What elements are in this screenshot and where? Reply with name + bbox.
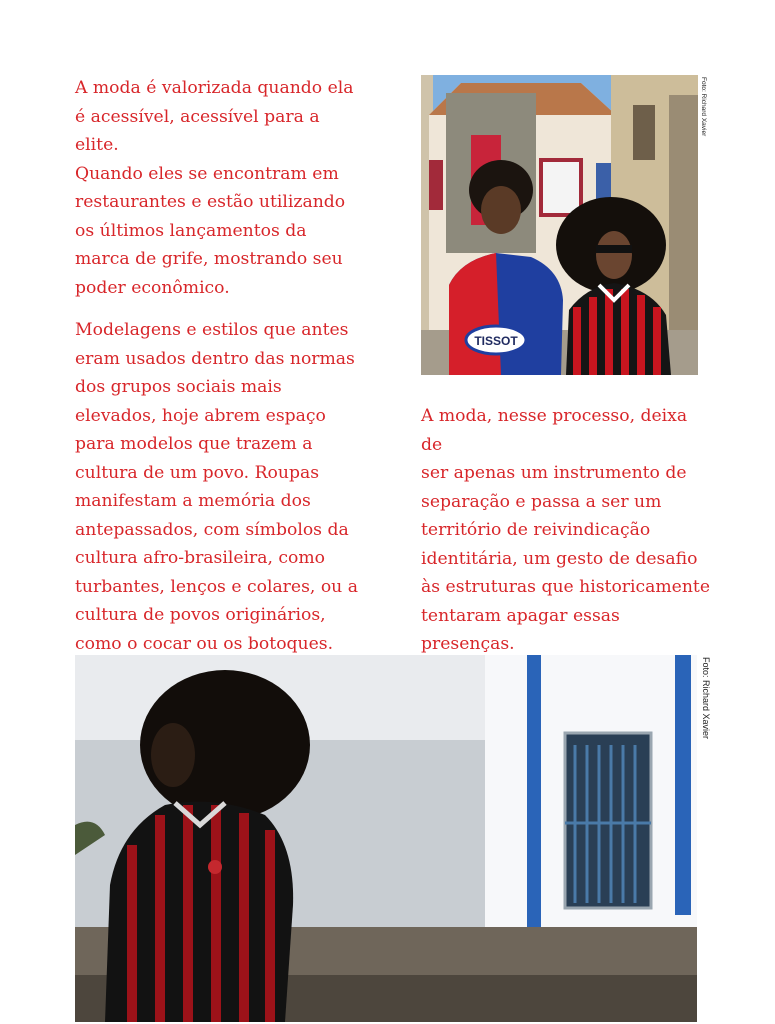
left-text-column: [75, 74, 367, 658]
body-paragraph: A moda, nesse processo, deixa de ser apenas um instrumento de separação e passa a ser um território de reivindicação identitária, um gesto de desafio às estruturas que historicamente tentaram apagar essas presenças.: [421, 406, 710, 654]
photo-two-models-illustration: [421, 75, 698, 375]
body-paragraph: A moda é valorizada quando ela é acessível, acessível para a elite. Quando eles se encontram em restaurantes e estão utilizando os últimos lançamentos da marca de grife, mostrando seu poder econômico.: [75, 78, 354, 298]
jersey-sponsor-label: TISSOT: [474, 334, 518, 348]
photo-two-models: [421, 75, 698, 375]
photo-woman-silhouette: [75, 655, 697, 1022]
photo-woman-silhouette-illustration: [75, 655, 697, 1022]
body-paragraph: Modelagens e estilos que antes eram usados dentro das normas dos grupos sociais mais elevados, hoje abrem espaço para modelos que trazem a cultura de um povo. Roupas manifestam a memória dos antepassados, com símbolos da cultura afro-brasileira, como turbantes, lenços e colares, ou a cultura de povos originários, como o cocar ou os botoques.: [75, 320, 358, 654]
right-text-column: [421, 402, 711, 659]
photo-credit: Foto: Richard Xavier: [700, 77, 707, 137]
photo-credit: Foto: Richard Xavier: [701, 657, 711, 740]
